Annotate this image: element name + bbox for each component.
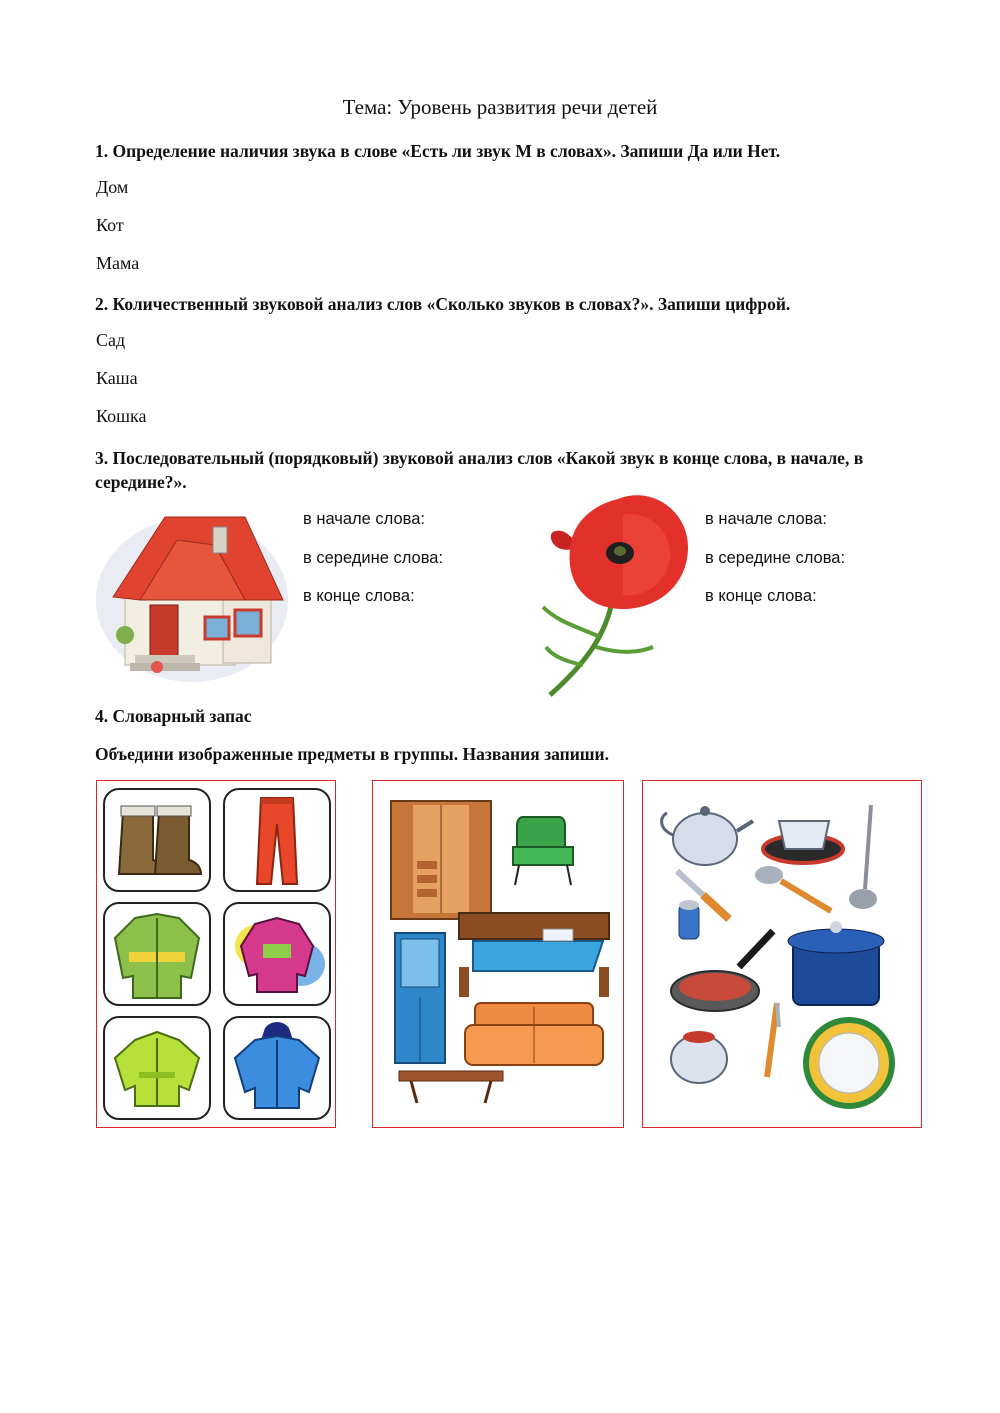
pink-jacket-icon: [223, 902, 331, 1006]
bench-icon: [399, 1071, 503, 1103]
plate-icon: [803, 1017, 895, 1109]
trousers-icon: [223, 788, 331, 892]
task1-heading: 1. Определение наличия звука в слове «Есть ли звук М в словах». Запиши Да или Нет.: [95, 141, 781, 161]
task4-heading: 4. Словарный запас: [95, 706, 252, 726]
ladle-icon: [849, 805, 877, 909]
sugar-bowl-icon: [671, 1031, 727, 1083]
armchair-icon: [513, 817, 573, 885]
house-end: в конце слова:: [303, 587, 415, 605]
poppy-start: в начале слова:: [705, 510, 828, 528]
poppy-end: в конце слова:: [705, 587, 817, 605]
dishes-group: [642, 780, 922, 1128]
green-jacket-icon: [103, 902, 211, 1006]
pot-icon: [788, 921, 884, 1005]
sofa-icon: [465, 1003, 603, 1065]
task3-heading: 3. Последовательный (порядковый) звуковой анализ слов «Какой звук в конце слова, в начале, в середине?».: [95, 448, 864, 492]
task2-word-2: Каша: [96, 368, 138, 388]
teapot-icon: [662, 806, 753, 865]
wardrobe-icon: [391, 801, 491, 919]
blue-jacket-icon: [223, 1016, 331, 1120]
poppy-middle: в середине слова:: [705, 549, 846, 567]
task2-word-1: Сад: [96, 330, 126, 350]
task1-word-1: Дом: [96, 177, 129, 197]
boots-icon: [103, 788, 211, 892]
furniture-group: [372, 780, 624, 1128]
pan-icon: [671, 931, 773, 1011]
clothes-group: [96, 780, 336, 1128]
task2-word-3: Кошка: [96, 406, 147, 426]
task1-word-2: Кот: [96, 215, 124, 235]
salt-shaker-icon: [679, 900, 699, 939]
page-title: Тема: Уровень развития речи детей: [342, 95, 658, 119]
task1-word-3: Мама: [96, 253, 140, 273]
cupboard-icon: [395, 933, 445, 1063]
poppy-icon: [538, 487, 696, 697]
task2-heading: 2. Количественный звуковой анализ слов «Сколько звуков в словах?». Запиши цифрой.: [95, 294, 791, 314]
spoon-icon: [755, 866, 831, 911]
house-icon: [95, 505, 290, 683]
fork-icon: [767, 1003, 779, 1077]
bed-icon: [459, 913, 609, 997]
task4-instruction: Объедини изображенные предметы в группы. Названия запиши.: [95, 744, 610, 764]
light-green-jacket-icon: [103, 1016, 211, 1120]
house-middle: в середине слова:: [303, 549, 444, 567]
cup-icon: [763, 821, 843, 863]
house-start: в начале слова:: [303, 510, 426, 528]
